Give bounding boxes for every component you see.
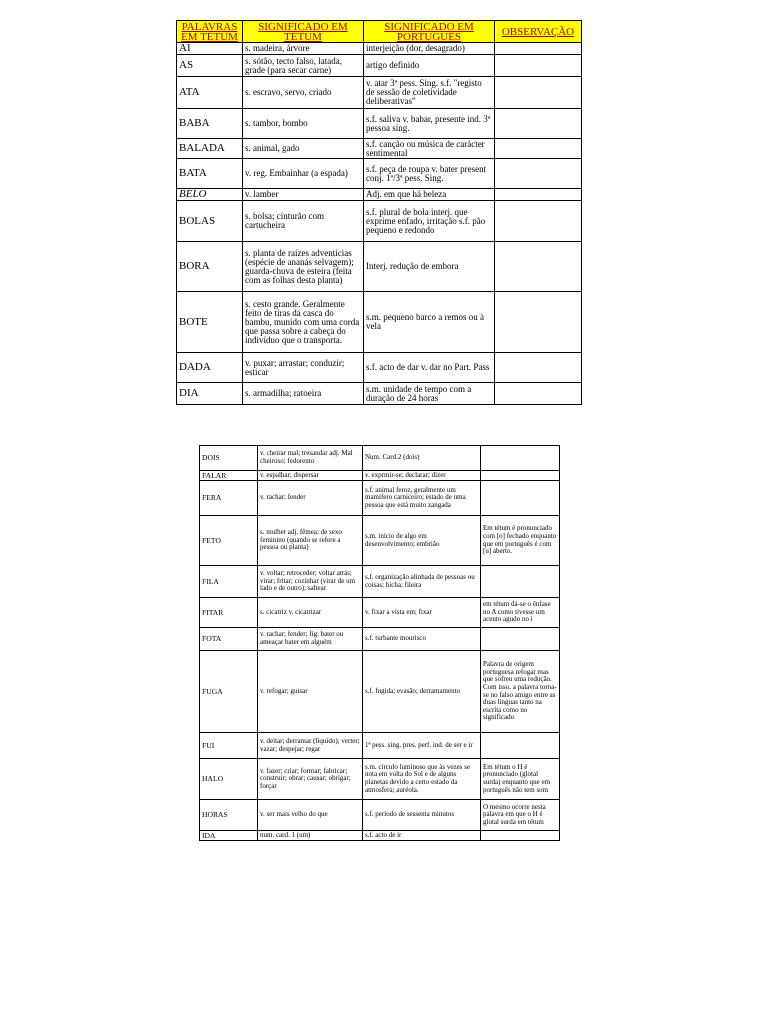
word-cell: BELO bbox=[177, 189, 243, 201]
table-row bbox=[200, 598, 560, 628]
tetum-meaning-cell: s. cesto grande. Geralmente feito de tiras da casca do bambu, munido com uma corda que passa sobre a cabeça do indivíduo que o transporta. bbox=[243, 292, 364, 353]
tetum-meaning-cell: v. cheirar mal; tresandar adj. Mal cheiroso; fedorento bbox=[258, 446, 363, 471]
table-row bbox=[177, 159, 582, 189]
header-observacao: OBSERVAÇÃO bbox=[495, 21, 582, 43]
observation-cell bbox=[481, 628, 560, 651]
header-palavras: PALAVRAS EM TÉTUM bbox=[177, 21, 243, 43]
tetum-meaning-cell: v. fazer; criar; formar; fabricar; construir; obrar; causar; obrigar; forçar bbox=[258, 759, 363, 800]
portuguese-meaning-cell: s.f. saliva v. babar, presente ind. 3ª pessoa sing. bbox=[364, 109, 495, 139]
observation-cell: Em tétum é pronunciado com [o] fechado enquanto que em português é com [u] aberto. bbox=[481, 516, 560, 566]
tetum-meaning-cell: v. rachar; fender; fig. bater ou ameaçar bater em alguém bbox=[258, 628, 363, 651]
portuguese-meaning-cell: s.f. organização alinhada de pessoas ou coisas; bicha; fileira bbox=[363, 566, 481, 598]
table-row bbox=[200, 800, 560, 831]
word-cell: FERA bbox=[200, 481, 258, 516]
portuguese-meaning-cell: artigo definido bbox=[364, 55, 495, 77]
tetum-meaning-cell: v. deitar; derramar (líquido); verter; vazar; despejar; regar bbox=[258, 733, 363, 759]
portuguese-meaning-cell: s.m. círculo luminoso que às vezes se nota em volta do Sol e de alguns planetas devido a certo estado da atmosfera; auréola. bbox=[363, 759, 481, 800]
word-cell: ATA bbox=[177, 77, 243, 109]
table-row bbox=[177, 292, 582, 353]
vocabulary-table-2 bbox=[199, 445, 560, 841]
tetum-meaning-cell: v. refogar; guisar bbox=[258, 651, 363, 733]
word-cell: BABA bbox=[177, 109, 243, 139]
observation-cell bbox=[495, 242, 582, 292]
portuguese-meaning-cell: v. atar 3ª pess. Sing. s.f. "registo de sessão de coletividade deliberativas" bbox=[364, 77, 495, 109]
word-cell: BOTE bbox=[177, 292, 243, 353]
table-row bbox=[177, 189, 582, 201]
portuguese-meaning-cell: 1ª pess. sing. pres. perf. ind. de ser e ir bbox=[363, 733, 481, 759]
portuguese-meaning-cell: v. exprmir-se; declarar; dizer bbox=[363, 471, 481, 481]
table-row bbox=[200, 651, 560, 733]
tetum-meaning-cell: s. escravo, servo, criado bbox=[243, 77, 364, 109]
table-row bbox=[177, 201, 582, 242]
portuguese-meaning-cell: s.f. peça de roupa v. bater present conj. 1ª/3ª pess. Sing. bbox=[364, 159, 495, 189]
table-row bbox=[177, 353, 582, 383]
portuguese-meaning-cell: interjeição (dor, desagrado) bbox=[364, 43, 495, 55]
observation-cell bbox=[481, 446, 560, 471]
observation-cell bbox=[481, 733, 560, 759]
table-row bbox=[177, 242, 582, 292]
portuguese-meaning-cell: s.f. acto de dar v. dar no Part. Pass bbox=[364, 353, 495, 383]
tetum-meaning-cell: s. cicatriz v. cicatrizar bbox=[258, 598, 363, 628]
word-cell: DADA bbox=[177, 353, 243, 383]
table-row bbox=[177, 77, 582, 109]
observation-cell bbox=[495, 139, 582, 159]
tetum-meaning-cell: v. puxar; arrastar; conduzir; esticar bbox=[243, 353, 364, 383]
portuguese-meaning-cell: s.f. período de sessenta minutos bbox=[363, 800, 481, 831]
word-cell: FOTA bbox=[200, 628, 258, 651]
portuguese-meaning-cell: s.f. animal feroz, geralmente um mamífero carniceiro; estado de uma pessoa que está muito zangada bbox=[363, 481, 481, 516]
portuguese-meaning-cell: s.f. turbante mourisco bbox=[363, 628, 481, 651]
tetum-meaning-cell: s. madeira, árvore bbox=[243, 43, 364, 55]
portuguese-meaning-cell: s.m. pequeno barco a remos ou à vela bbox=[364, 292, 495, 353]
portuguese-meaning-cell: s.f. canção ou música de carácter sentimental bbox=[364, 139, 495, 159]
observation-cell bbox=[481, 471, 560, 481]
word-cell: FETO bbox=[200, 516, 258, 566]
tetum-meaning-cell: v. ser mais velho do que bbox=[258, 800, 363, 831]
table-row bbox=[200, 481, 560, 516]
observation-cell bbox=[495, 55, 582, 77]
tetum-meaning-cell: s. tambor, bombo bbox=[243, 109, 364, 139]
observation-cell bbox=[495, 43, 582, 55]
word-cell: AS bbox=[177, 55, 243, 77]
observation-cell bbox=[495, 159, 582, 189]
tetum-meaning-cell: v. rachar; fender bbox=[258, 481, 363, 516]
observation-cell: O mesmo ocorre nesta palavra em que o H é glotal surda em tétum bbox=[481, 800, 560, 831]
table-row bbox=[200, 566, 560, 598]
portuguese-meaning-cell: Num. Card.2 (dois) bbox=[363, 446, 481, 471]
table-row bbox=[200, 471, 560, 481]
observation-cell bbox=[495, 383, 582, 405]
word-cell: IDA bbox=[200, 831, 258, 841]
table-row bbox=[177, 383, 582, 405]
word-cell: DIA bbox=[177, 383, 243, 405]
portuguese-meaning-cell: v. fixar a vista em; fixar bbox=[363, 598, 481, 628]
table-row bbox=[200, 628, 560, 651]
table-row bbox=[200, 446, 560, 471]
observation-cell bbox=[481, 566, 560, 598]
tetum-meaning-cell: v. espalhar; dispersar bbox=[258, 471, 363, 481]
portuguese-meaning-cell: s.f. acto de ir bbox=[363, 831, 481, 841]
tetum-meaning-cell: s. animal, gado bbox=[243, 139, 364, 159]
word-cell: BOLAS bbox=[177, 201, 243, 242]
tetum-meaning-cell: s. planta de raízes adventícias (espécie de ananás selvagem); guarda-chuva de esteira (feita com as folhas desta planta) bbox=[243, 242, 364, 292]
table-row bbox=[177, 55, 582, 77]
table-row bbox=[200, 831, 560, 841]
tetum-meaning-cell: num. card. 1 (um) bbox=[258, 831, 363, 841]
tetum-meaning-cell: s. mulher adj. fêmea; de sexo feminino (quando se refere a pessoa ou planta) bbox=[258, 516, 363, 566]
word-cell: BATA bbox=[177, 159, 243, 189]
observation-cell bbox=[495, 353, 582, 383]
table-row bbox=[200, 733, 560, 759]
word-cell: HORAS bbox=[200, 800, 258, 831]
portuguese-meaning-cell: Interj. redução de embora bbox=[364, 242, 495, 292]
tetum-meaning-cell: s. bolsa; cinturão com cartucheira bbox=[243, 201, 364, 242]
observation-cell bbox=[495, 189, 582, 201]
table-row bbox=[200, 759, 560, 800]
tetum-meaning-cell: v. reg. Embainhar (a espada) bbox=[243, 159, 364, 189]
word-cell: FUGA bbox=[200, 651, 258, 733]
observation-cell bbox=[495, 109, 582, 139]
word-cell: DOIS bbox=[200, 446, 258, 471]
tetum-meaning-cell: s. armadilha; ratoeira bbox=[243, 383, 364, 405]
table-row bbox=[200, 516, 560, 566]
observation-cell: em tétum dá-se o ênfase no A como tivesse um acento agudo no i bbox=[481, 598, 560, 628]
word-cell: FUI bbox=[200, 733, 258, 759]
observation-cell bbox=[495, 201, 582, 242]
word-cell: HALO bbox=[200, 759, 258, 800]
portuguese-meaning-cell: s.f. plural de bola interj. que exprime enfado, irritação s.f. pão pequeno e redondo bbox=[364, 201, 495, 242]
table-header-row bbox=[177, 21, 582, 43]
portuguese-meaning-cell: s.f. fugida; evasão; derramamento bbox=[363, 651, 481, 733]
portuguese-meaning-cell: Adj. em que há beleza bbox=[364, 189, 495, 201]
observation-cell bbox=[495, 292, 582, 353]
word-cell: BORA bbox=[177, 242, 243, 292]
table-row bbox=[177, 43, 582, 55]
table-row bbox=[177, 109, 582, 139]
word-cell: BALADA bbox=[177, 139, 243, 159]
table-row bbox=[177, 139, 582, 159]
word-cell: FALAR bbox=[200, 471, 258, 481]
tetum-meaning-cell: s. sótão, tecto falso, latada, grade (para secar carne) bbox=[243, 55, 364, 77]
portuguese-meaning-cell: s.m. unidade de tempo com a duração de 24 horas bbox=[364, 383, 495, 405]
portuguese-meaning-cell: s.m. início de algo em desenvolvimento; embrião bbox=[363, 516, 481, 566]
header-significado-tetum: SIGNIFICADO EM TÉTUM bbox=[243, 21, 364, 43]
observation-cell: Palavra de origem portuguesa refogar mas que sofreu uma redução. Com isso, a palavra torna-se no falso amigo entre as duas línguas tanto na escrita como no significado bbox=[481, 651, 560, 733]
tetum-meaning-cell: v. voltar; retroceder; voltar atrás; virar; fritar; cozinhar (virar de um lado e de outro); saltear bbox=[258, 566, 363, 598]
vocabulary-table-1 bbox=[176, 20, 582, 405]
tetum-meaning-cell: v. lamber bbox=[243, 189, 364, 201]
word-cell: AI bbox=[177, 43, 243, 55]
word-cell: FITAR bbox=[200, 598, 258, 628]
observation-cell bbox=[481, 831, 560, 841]
observation-cell bbox=[495, 77, 582, 109]
observation-cell bbox=[481, 481, 560, 516]
observation-cell: Em tétum o H é pronunciado (glotal surda) enquanto que em português não tem som bbox=[481, 759, 560, 800]
word-cell: FILA bbox=[200, 566, 258, 598]
header-significado-portugues: SIGNIFICADO EM PORTUGUÊS bbox=[364, 21, 495, 43]
